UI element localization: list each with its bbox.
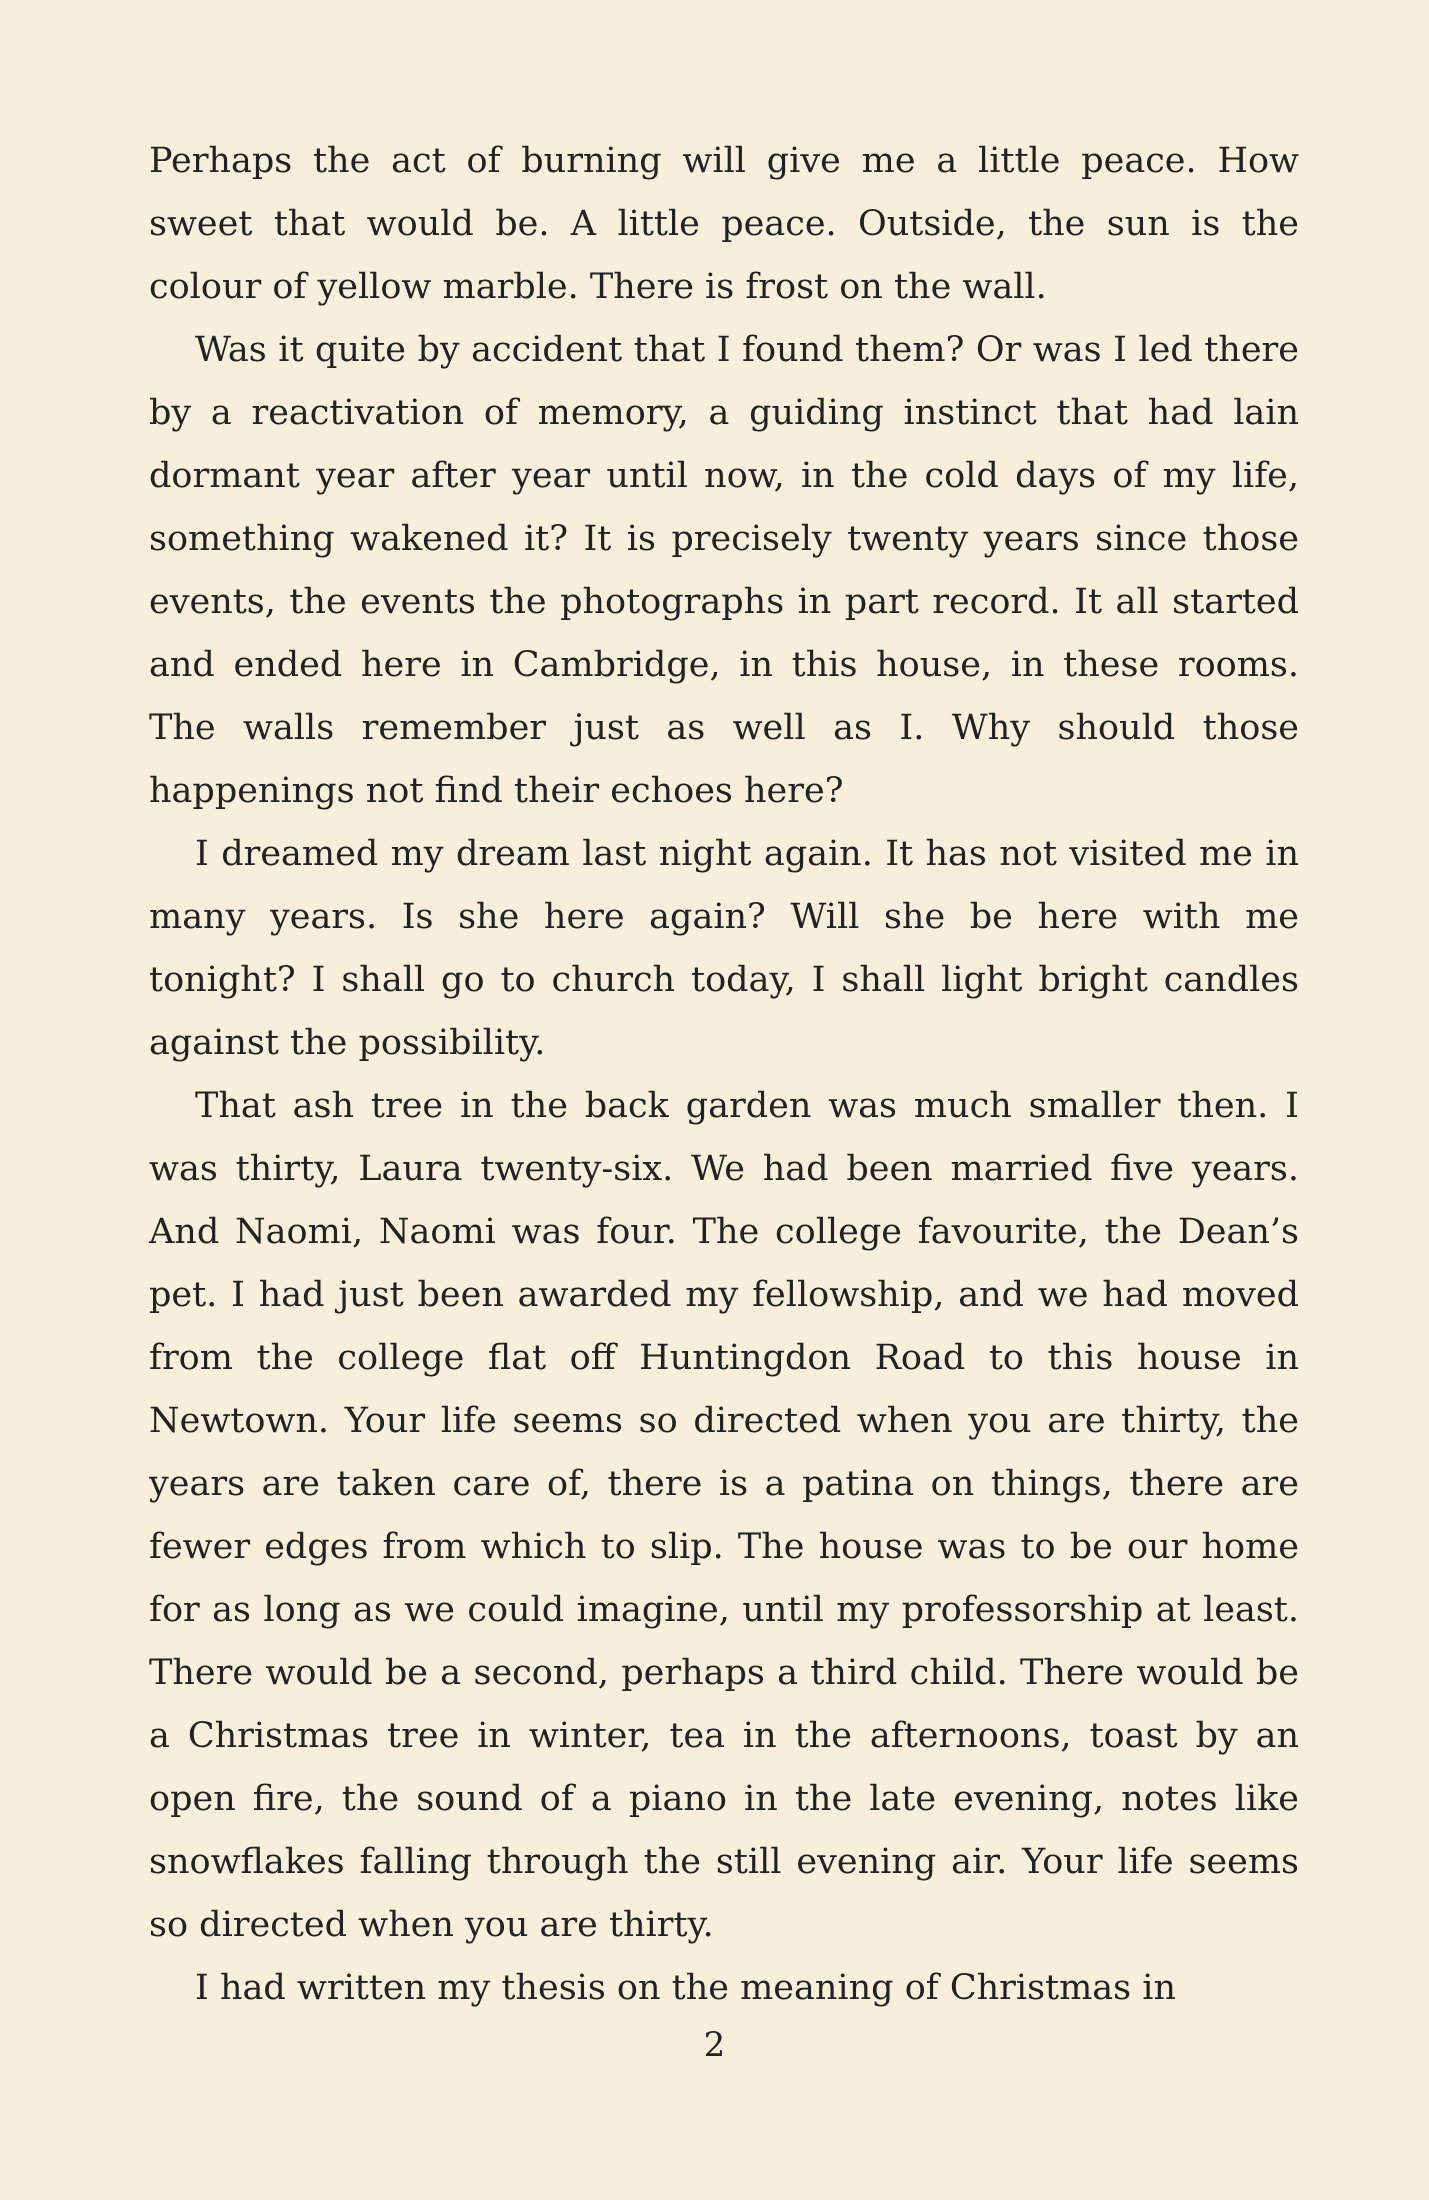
paragraph-2: Was it quite by accident that I found them? Or was I led there by a reactivation of memory, a guiding instinct that had lain dormant year after year until now, in the cold days of my life, something wakened it? It is precisely twenty years since those events, the events the photographs in part record. It all started and ended here in Cambridge, in this house, in these rooms. The walls remember just as well as I. Why should those happenings not find their echoes here?: [149, 330, 1299, 811]
paragraph-1: Perhaps the act of burning will give me a little peace. How sweet that would be. A little peace. Outside, the sun is the colour of yellow marble. There is frost on the wall.: [149, 141, 1299, 307]
paragraph-4: That ash tree in the back garden was much smaller then. I was thirty, Laura twenty-six. We had been married five years. And Naomi, Naomi was four. The college favourite, the Dean’s pet. I had just been awarded my fellowship, and we had moved from the college flat off Huntingdon Road to this house in Newtown. Your life seems so directed when you are thirty, the years are taken care of, there is a patina on things, there are fewer edges from which to slip. The house was to be our home for as long as we could imagine, until my professorship at least. There would be a second, perhaps a third child. There would be a Christmas tree in winter, tea in the afternoons, toast by an open fire, the sound of a piano in the late evening, notes like snowflakes falling through the still evening air. Your life seems so directed when you are thirty.: [149, 1086, 1299, 1945]
page-number: 2: [703, 2025, 726, 2065]
body-text: [149, 130, 1299, 2020]
paragraph-3: I dreamed my dream last night again. It has not visited me in many years. Is she here again? Will she be here with me tonight? I shall go to church today, I shall light bright candles against the possibility.: [149, 834, 1299, 1063]
paragraph-5: I had written my thesis on the meaning of Christmas in: [195, 1968, 1176, 2008]
